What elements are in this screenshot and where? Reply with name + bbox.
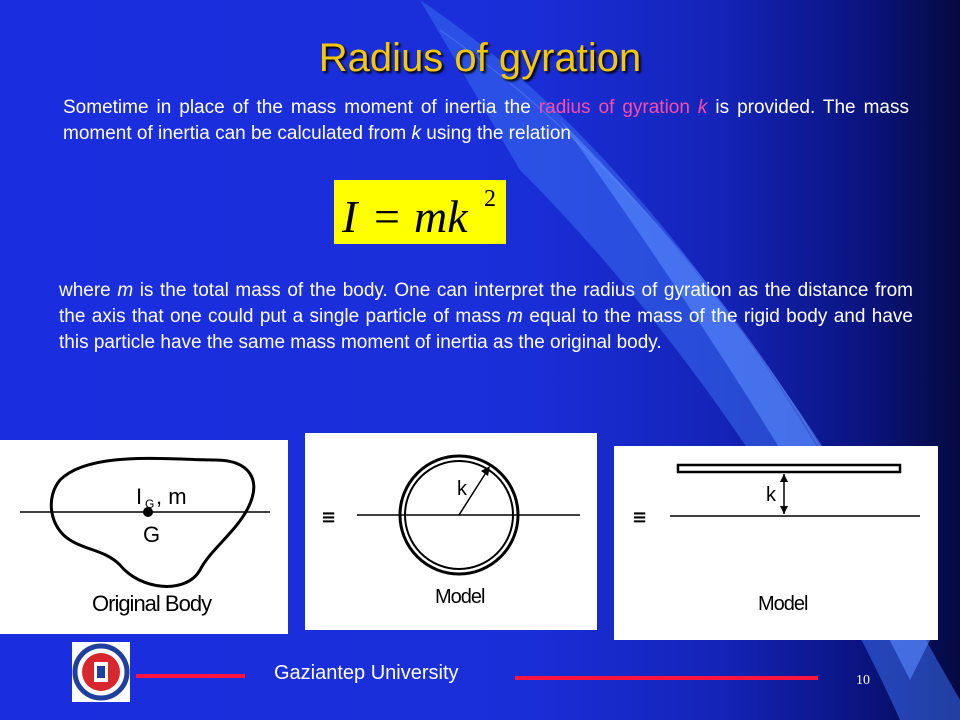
inertia-subscript: G [145, 497, 155, 511]
footer-line-left [136, 674, 245, 678]
explanation-text-3: equal to the mass of the rigid body and have this particle have the same mass moment of inertia as the original body. [59, 306, 913, 353]
variable-k-2: k [411, 123, 422, 144]
slide-title: Radius of gyration [318, 36, 642, 80]
intro-text-2: is provided. The mass moment of inertia can be calculated from [63, 97, 909, 144]
variable-m-2: m [507, 306, 523, 327]
original-body-figure [0, 440, 288, 634]
explanation-paragraph [59, 278, 913, 356]
model-caption: Model [435, 586, 485, 608]
thin-bar [678, 465, 900, 472]
explanation-text-1: where [59, 280, 118, 301]
page-number: 10 [856, 673, 870, 688]
variable-k: k [697, 97, 708, 118]
formula-exponent: 2 [484, 186, 496, 212]
explanation-text-2: is the total mass of the body. One can interpret the radius of gyration as the distance from the axis that one could put a single particle of mass [59, 280, 913, 327]
original-body-caption: Original Body [92, 591, 212, 616]
footer-university-name: Gaziantep University [274, 662, 459, 684]
ring-model-figure [305, 433, 597, 630]
formula-rhs: mk [414, 191, 468, 242]
logo-emblem-inner [97, 666, 105, 678]
equivalence-symbol-1: ≡ [321, 507, 337, 528]
model-caption: Model [758, 593, 808, 615]
g-label: G [143, 522, 161, 547]
intro-paragraph [63, 95, 909, 147]
radius-of-gyration-term [539, 97, 708, 118]
inertia-label: I [136, 484, 143, 509]
highlight-term: radius of gyration [538, 97, 690, 118]
formula-box [334, 180, 506, 244]
footer-line-right [515, 676, 818, 680]
k-label: k [766, 484, 776, 506]
intro-text-3: using the relation [421, 123, 572, 144]
formula [334, 180, 506, 244]
equivalence-symbol-2: ≡ [632, 507, 648, 528]
formula-lhs: I [342, 191, 358, 242]
variable-m: m [117, 280, 134, 301]
university-logo [72, 642, 130, 702]
mass-label: , m [156, 484, 187, 509]
intro-text-1: Sometime in place of the mass moment of inertia the [63, 97, 539, 118]
arrow-head-down [780, 506, 788, 514]
arrow-head-up [780, 474, 788, 482]
bar-model-figure [614, 446, 938, 640]
k-label: k [457, 478, 467, 500]
formula-equals: = [374, 191, 400, 242]
